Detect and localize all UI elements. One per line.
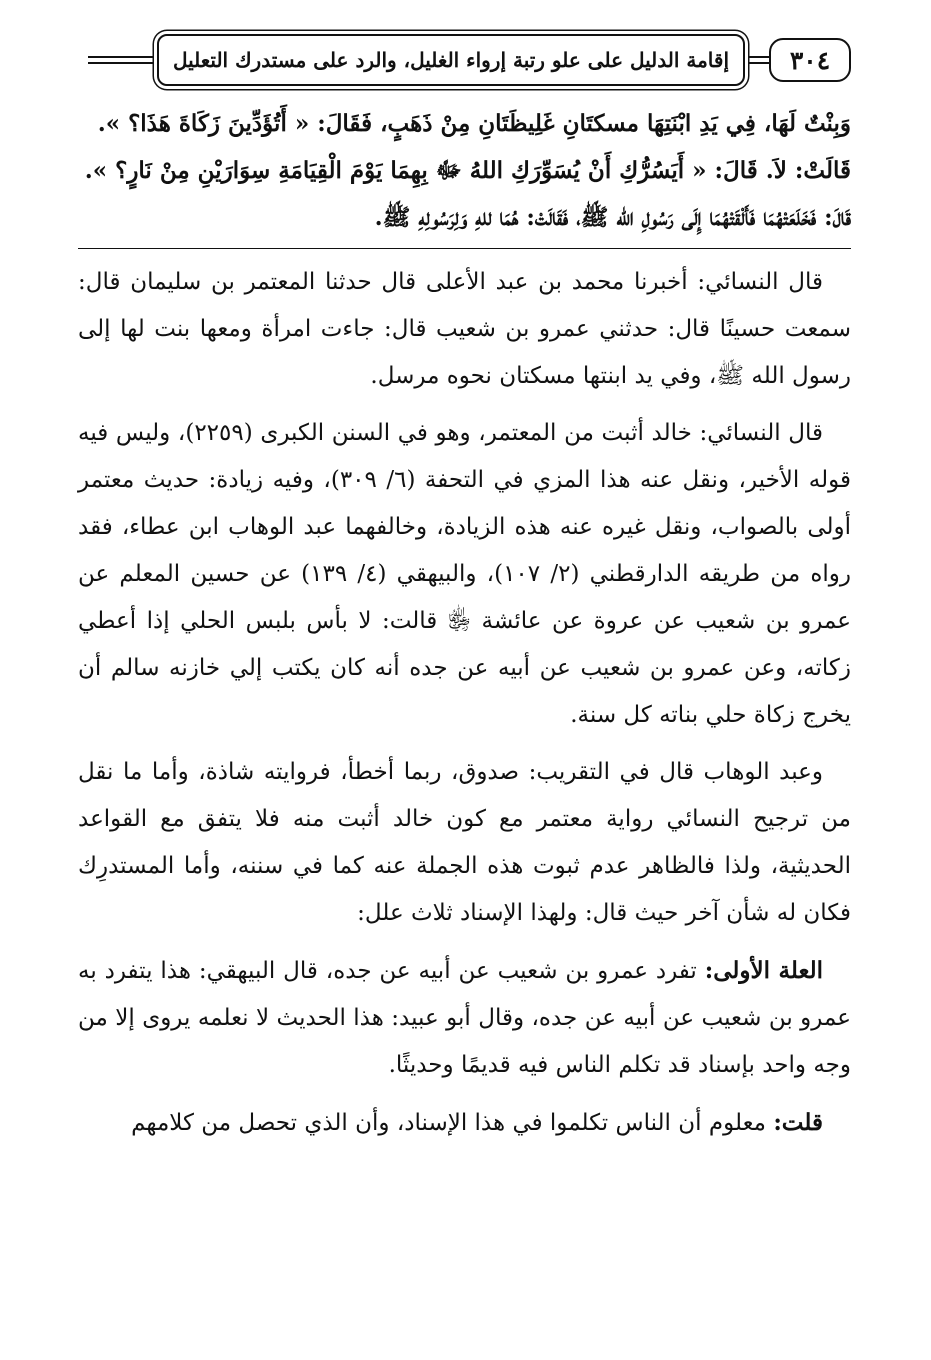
paragraph-text: قال النسائي: خالد أثبت من المعتمر، وهو في السنن الكبرى (٢٢٥٩)، وليس فيه قوله الأخير، ونقل عنه هذا المزي في التحفة (٦/ ٣٠٩)، وفيه زيادة: حديث معتمر أولى بالصواب، ونقل غيره عنه هذه الزيادة، وخالفهما عبد الوهاب ابن عطاء، فقد رواه من طريقه الدارقطني (٢/ ١٠٧)، والبيهقي (٤/ ١٣٩) عن حسين المعلم عن عمرو بن شعيب عن عروة عن عائشة ﵂ قالت: لا بأس بلبس الحلي إذا أعطي زكاته، وعن عمرو بن شعيب عن أبيه عن جده أنه كان يكتب إلي خازنه سالم أن يخرج زكاة حلي بناته كل سنة. bbox=[78, 420, 851, 728]
paragraph-text: معلوم أن الناس تكلموا في هذا الإسناد، وأن الذي تحصل من كلامهم bbox=[131, 1110, 774, 1136]
paragraph-qultu bbox=[78, 1099, 851, 1147]
hadith-line: قَالَ: فَخَلَعَتْهُمَا فَأَلْقَتْهُمَا إِلَى رَسُولِ الله ﷺ، فَقَالَتْ: هُمَا للهِ وَلِرَسُولِهِ ﷺ. bbox=[374, 204, 851, 231]
paragraph-text: قال النسائي: أخبرنا محمد بن عبد الأعلى قال حدثنا المعتمر بن سليمان قال: سمعت حسينًا قال: حدثني عمرو بن شعيب قال: جاءت امرأة ومعها بنت لها إلى رسول الله ﷺ، وفي يد ابنتها مسكتان نحوه مرسل. bbox=[78, 269, 851, 389]
page-number: ٣٠٤ bbox=[769, 38, 851, 82]
section-divider bbox=[78, 248, 851, 249]
paragraph-abdulwahhab bbox=[78, 749, 851, 937]
page-header bbox=[88, 22, 851, 98]
paragraph-text: وعبد الوهاب قال في التقريب: صدوق، ربما أخطأ، فروايته شاذة، وأما ما نقل من ترجيح النسائي رواية معتمر مع كون خالد أثبت منه فلا يتفق مع القواعد الحديثية، ولذا فالظاهر عدم ثبوت هذه الجملة عنه كما في سننه، وأما المستدرِك فكان له شأن آخر حيث قال: ولهذا الإسناد ثلاث علل: bbox=[78, 759, 851, 926]
paragraph-nasai-isnad bbox=[78, 259, 851, 400]
page-body bbox=[78, 100, 851, 1147]
paragraph-lead: قلت: bbox=[773, 1109, 823, 1136]
paragraph-nasai-comment bbox=[78, 410, 851, 739]
paragraph-text: تفرد عمرو بن شعيب عن أبيه عن جده، قال البيهقي: هذا يتفرد به عمرو بن شعيب عن أبيه عن جده، وقال أبو عبيد: هذا الحديث لا نعلمه يروى إلا من وجه واحد بإسناد قد تكلم الناس فيه قديمًا وحديثًا. bbox=[78, 958, 851, 1078]
hadith-line: وَبِنْتٌ لَهَا، فِي يَدِ ابْنَتِهَا مسكتَانِ غَلِيظَتَانِ مِنْ ذَهَبٍ، فَقَالَ: « أَتُؤَدِّينَ زَكَاةَ هَذَا؟ ». bbox=[97, 110, 851, 137]
paragraph-lead: العلة الأولى: bbox=[704, 957, 824, 984]
hadith-line: قَالَتْ: لاَ. قَالَ: « أَيَسُرُّكِ أَنْ يُسَوِّرَكِ اللهُ ﷻ بِهِمَا يَوْمَ الْقِيَامَةِ سِوَارَيْنِ مِنْ نَارٍ؟ ». bbox=[84, 157, 851, 184]
running-title: إقامة الدليل على علو رتبة إرواء الغليل، والرد على مستدرك التعليل bbox=[157, 34, 745, 86]
paragraph-first-defect bbox=[78, 947, 851, 1089]
hadith-text bbox=[78, 100, 851, 241]
